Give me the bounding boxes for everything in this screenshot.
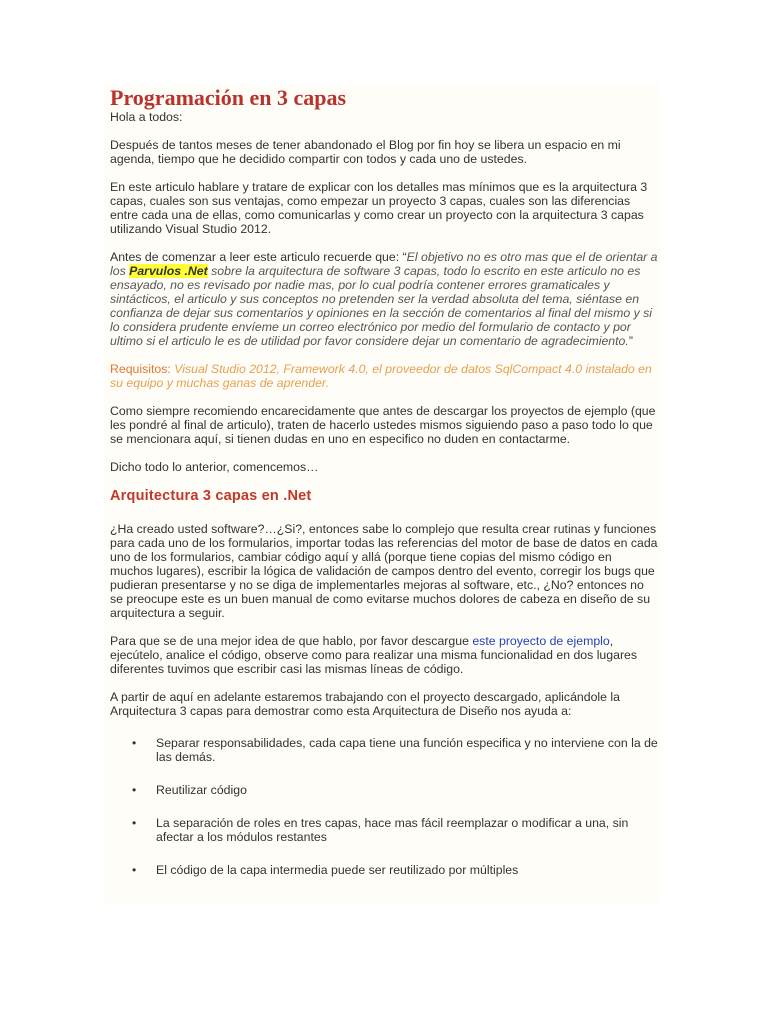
list-item: • La separación de roles en tres capas, hace mas fácil reemplazar o modificar a una, sin afectar a los módulos restantes <box>132 816 629 844</box>
list-item: • El código de la capa intermedia puede ser reutilizado por múltiples <box>132 863 519 877</box>
paragraph-disclaimer: Antes de comenzar a leer este articulo recuerde que: “El objetivo no es otro mas que el de orientar a los Parvulos .Net sobre la arquitectura de software 3 capas, todo lo escrito en este articulo no es ensayado, no es revisado por nadie mas, por lo cual podría contener errores gramaticales y sintácticos, el articulo y sus conceptos no pretenden ser la verdad absoluta del tema, siéntase en confianza de dejar sus comentarios y opiniones en la sección de comentarios al final del mismo y si lo considera prudente envíeme un correo electrónico por medio del formulario de contacto y por ultimo si el articulo le es de utilidad por favor considere dejar un comentario de agradecimiento.” <box>110 250 658 348</box>
paragraph-intro: Después de tantos meses de tener abandonado el Blog por fin hoy se libera un espacio en mi agenda, tiempo que he decidido compartir con todos y cada uno de ustedes. <box>110 138 621 166</box>
example-project-link[interactable]: este proyecto de ejemplo <box>472 634 610 648</box>
section-title: Arquitectura 3 capas en .Net <box>110 488 312 504</box>
list-item: • Separar responsabilidades, cada capa tiene una función especifica y no interviene con la de las demás. <box>132 736 658 764</box>
paragraph-apply: A partir de aquí en adelante estaremos trabajando con el proyecto descargado, aplicándole la Arquitectura 3 capas para demostrar como esta Arquitectura de Diseño nos ayuda a: <box>110 690 620 718</box>
greeting: Hola a todos: <box>110 110 183 124</box>
paragraph-recommendation: Como siempre recomiendo encarecidamente que antes de descargar los proyectos de ejemplo (que les pondré al final de articulo), traten de hacerlo ustedes mismos siguiendo paso a paso todo lo que se mencionara aquí, si tienen dudas en uno en especifico no duden en contactarme. <box>110 404 656 446</box>
benefits-list <box>110 736 658 877</box>
article-content <box>110 86 658 896</box>
bullet-icon: • <box>132 863 137 877</box>
requirements-label: Requisitos: <box>110 362 175 376</box>
page-title: Programación en 3 capas <box>110 85 347 110</box>
highlight-parvulos: Parvulos .Net <box>129 264 208 278</box>
bullet-icon: • <box>132 816 137 830</box>
paragraph-lets-start: Dicho todo lo anterior, comencemos… <box>110 460 319 474</box>
bullet-icon: • <box>132 783 137 797</box>
list-item: • Reutilizar código <box>132 783 247 797</box>
paragraph-download: Para que se de una mejor idea de que hablo, por favor descargue este proyecto de ejemplo, ejecútelo, analice el código, observe como para realizar una misma funcionalidad en dos lugares diferentes tuvimos que escribir casi las mismas líneas de código. <box>110 634 638 676</box>
disclaimer-quote: El objetivo no es otro mas que el de orientar a los Parvulos .Net sobre la arquitectura de software 3 capas, todo lo escrito en este articulo no es ensayado, no es revisado por nadie mas, por lo cual podría contener errores gramaticales y sintácticos, el articulo y sus conceptos no pretenden ser la verdad absoluta del tema, siéntase en confianza de dejar sus comentarios y opiniones en la sección de comentarios al final del mismo y si lo considera prudente envíeme un correo electrónico por medio del formulario de contacto y por ultimo si el articulo le es de utilidad por favor considere dejar un comentario de agradecimiento. <box>110 250 658 348</box>
bullet-icon: • <box>132 736 137 750</box>
requirements-text: Visual Studio 2012, Framework 4.0, el proveedor de datos SqlCompact 4.0 instalado en su equipo y muchas ganas de aprender. <box>110 362 652 390</box>
paragraph-software: ¿Ha creado usted software?…¿Si?, entonces sabe lo complejo que resulta crear rutinas y funciones para cada uno de los formularios, importar todas las referencias del motor de base de datos en cada uno de los formularios, cambiar código aquí y allá (porque tiene copias del mismo código en muchos lugares), escribir la lógica de validación de campos dentro del evento, corregir los bugs que pudieran presentarse y no se diga de implementarles mejoras al software, etc., ¿No? entonces no se preocupe este es un buen manual de como evitarse muchos dolores de cabeza en diseño de su arquitectura a seguir. <box>110 522 658 620</box>
paragraph-purpose: En este articulo hablare y tratare de explicar con los detalles mas mínimos que es la arquitectura 3 capas, cuales son sus ventajas, como empezar un proyecto 3 capas, cuales son las diferencias entre cada una de ellas, como comunicarlas y como crear un proyecto con la arquitectura 3 capas utilizando Visual Studio 2012. <box>110 180 648 236</box>
paragraph-requirements <box>110 362 658 390</box>
